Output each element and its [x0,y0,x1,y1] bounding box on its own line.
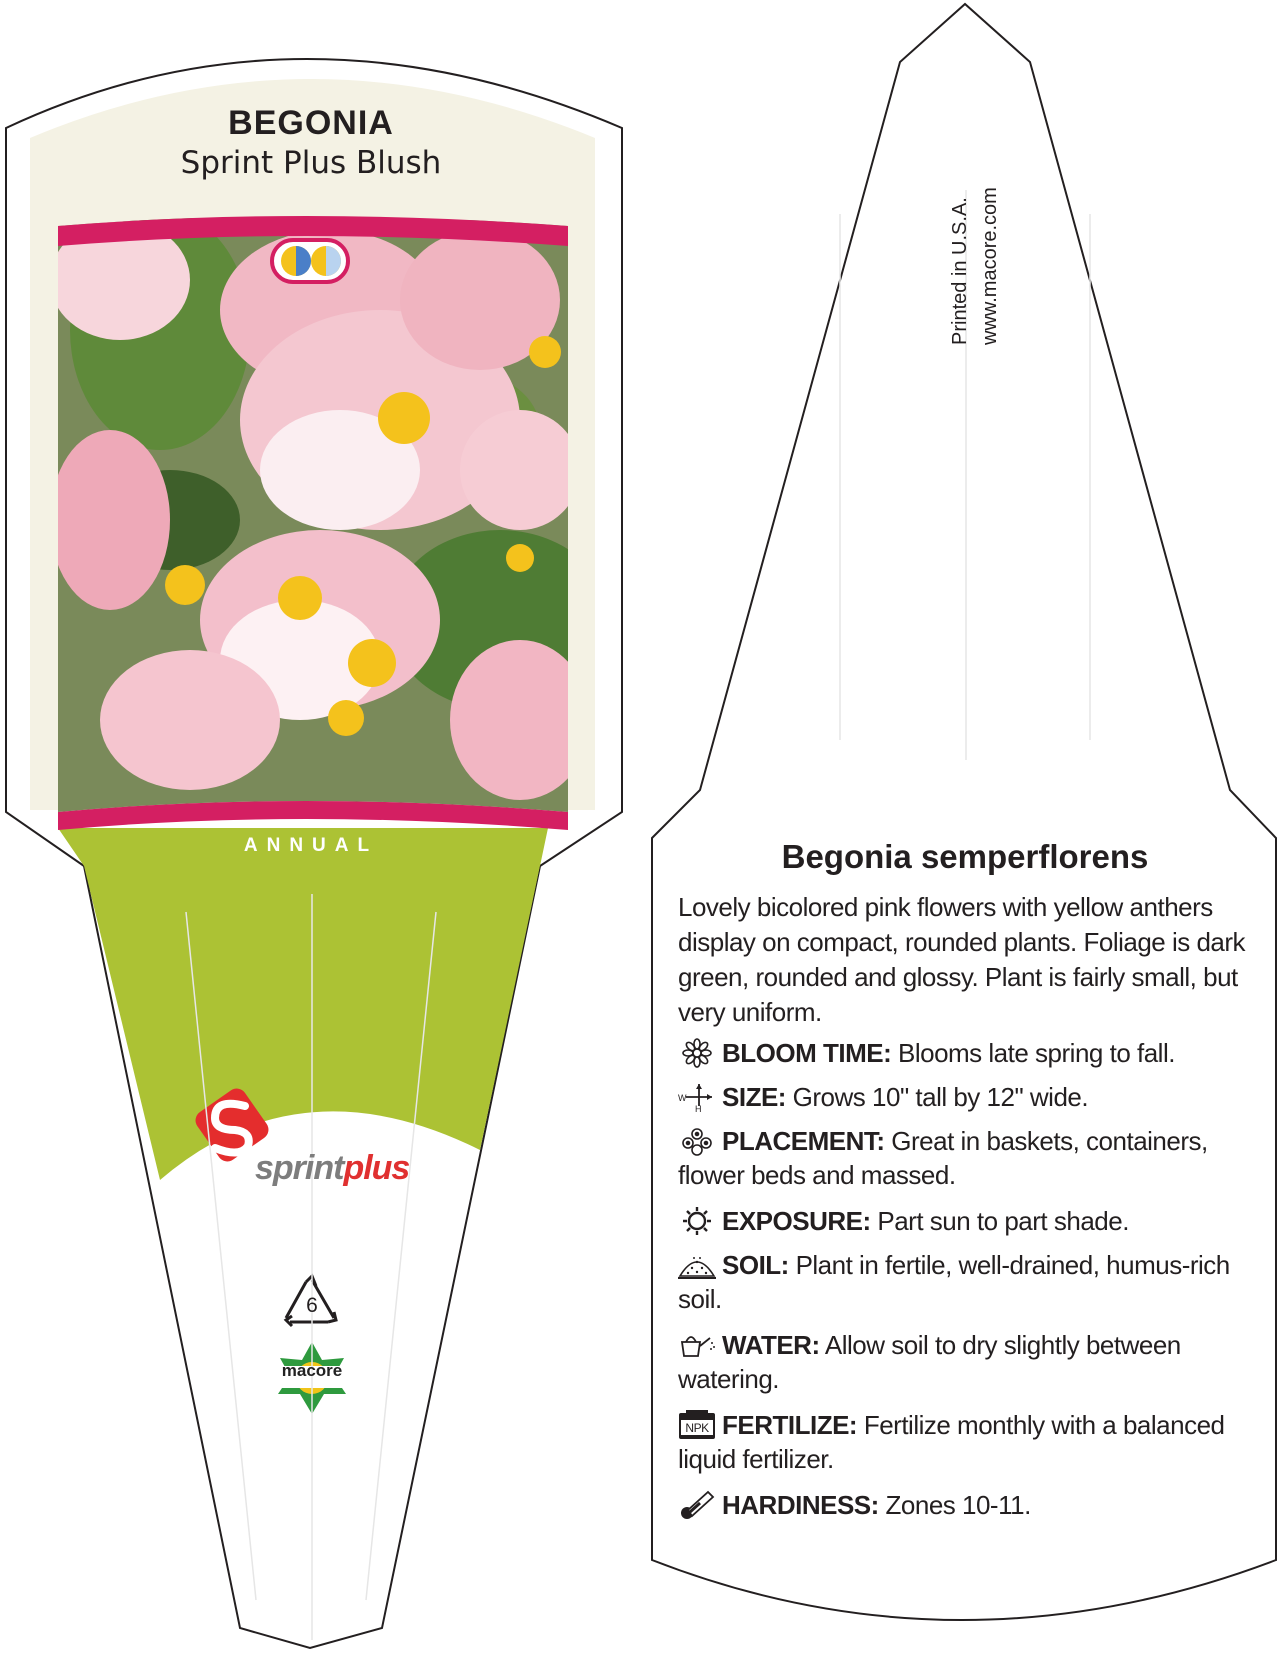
care-label: SOIL: [722,1250,789,1280]
sun-icon [678,1206,716,1236]
care-water [678,1328,1268,1396]
print-info [945,187,1005,345]
care-text: Zones 10-11. [878,1490,1031,1520]
care-label: HARDINESS: [722,1490,879,1520]
recycle-code: 6 [306,1294,318,1317]
care-exposure [678,1204,1268,1238]
care-hardiness [678,1488,1268,1522]
placement-flowers-icon [678,1126,716,1156]
species-title: Begonia semperflorens [781,838,1149,875]
care-label: EXPOSURE: [722,1206,871,1236]
svg-text:W: W [678,1093,686,1103]
care-text: Grows 10" tall by 12" wide. [785,1082,1089,1112]
care-label: SIZE: [722,1082,786,1112]
soil-mound-icon [678,1250,716,1280]
care-soil [678,1248,1268,1316]
category-label: ANNUAL [243,835,379,856]
care-label: PLACEMENT: [722,1126,885,1156]
variety-title: Sprint Plus Blush [180,145,442,181]
care-fertilize [678,1408,1268,1476]
care-text: Plant in fertile, well-drained, humus-rich soil. [678,1250,1230,1314]
flower-icon [678,1038,716,1068]
care-label: FERTILIZE: [722,1410,858,1440]
brand-word-sprint: sprint [255,1149,344,1187]
care-text: Great in baskets, containers, flower beds and massed. [678,1126,1208,1190]
maker-wordmark: macore [281,1361,343,1380]
plant-description: Lovely bicolored pink flowers with yellow anthers display on compact, rounded plants. Foliage is dark green, rounded and glossy. Plant is fairly small, but very uniform. [678,892,1246,1027]
printed-line-1: Printed in U.S.A. [949,197,971,345]
care-placement [678,1124,1268,1192]
thermometer-icon [678,1490,716,1520]
care-label: BLOOM TIME: [722,1038,892,1068]
brand-word-plus: plus [343,1149,410,1187]
watering-can-icon [678,1330,716,1360]
care-bloom-time [678,1036,1268,1070]
flower-photo [50,210,610,820]
genus-title: BEGONIA [228,104,394,142]
care-text: Blooms late spring to fall. [891,1038,1175,1068]
printed-line-2: www.macore.com [979,187,1001,345]
svg-text:H: H [695,1104,701,1112]
size-arrows-icon [678,1082,716,1112]
brand-wordmark [255,1149,409,1188]
series-badge-icon [272,240,348,282]
care-text: Fertilize monthly with a balanced liquid fertilizer. [678,1410,1225,1474]
care-text: Allow soil to dry slightly between watering. [678,1330,1181,1394]
care-text: Part sun to part shade. [870,1206,1129,1236]
care-size [678,1080,1268,1114]
svg-text:NPK: NPK [685,1421,709,1435]
care-label: WATER: [722,1330,820,1360]
npk-icon [678,1410,716,1440]
